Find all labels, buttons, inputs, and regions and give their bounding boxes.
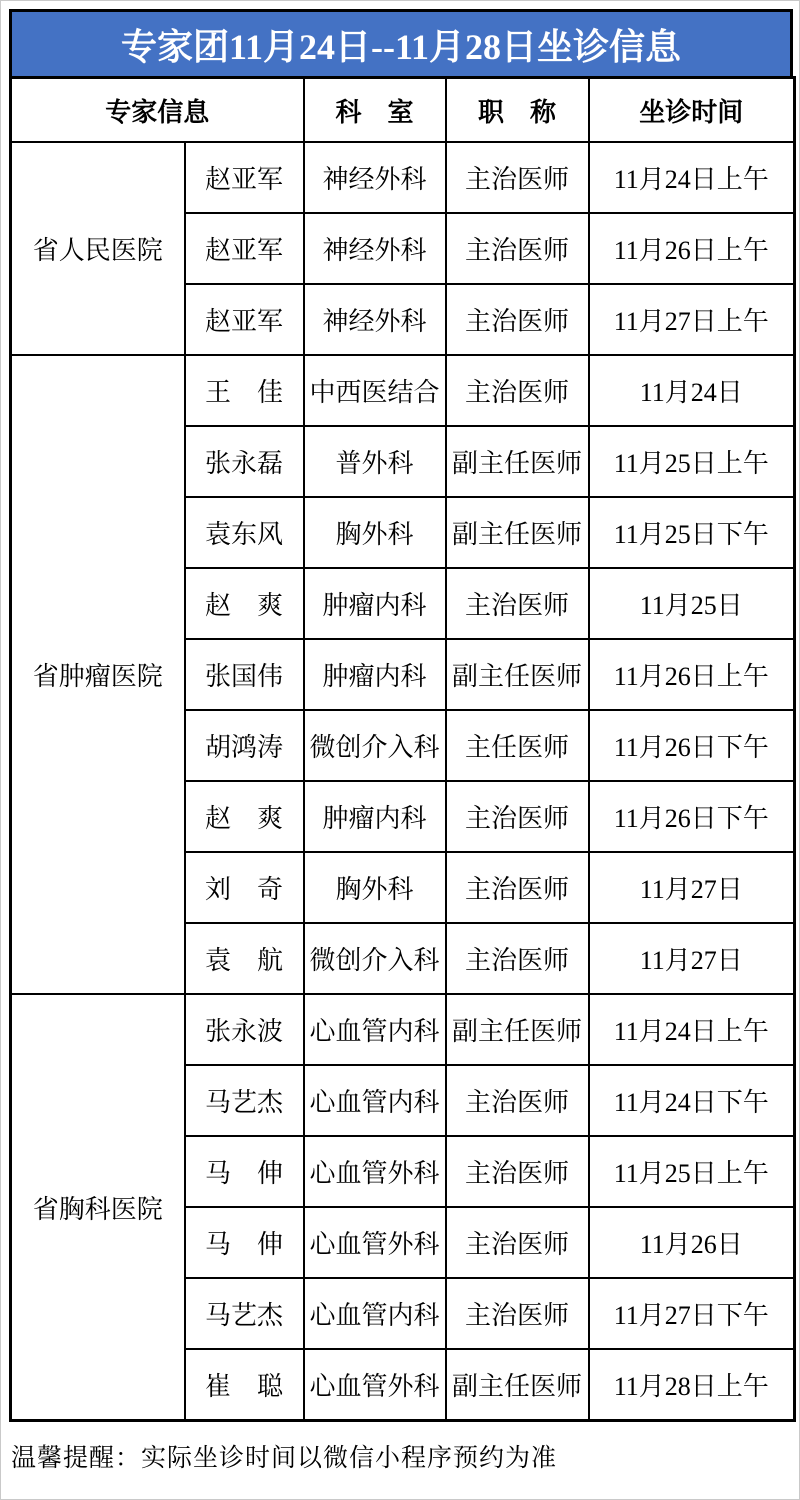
cell-expert-name: 马 伸	[185, 1207, 304, 1278]
page-title: 专家团11月24日--11月28日坐诊信息	[120, 26, 681, 67]
hospital-cell: 省肿瘤医院	[11, 355, 185, 994]
cell-schedule-time: 11月26日下午	[589, 781, 795, 852]
cell-expert-name: 崔 聪	[185, 1349, 304, 1421]
cell-expert-name: 马艺杰	[185, 1278, 304, 1349]
cell-job-title: 副主任医师	[446, 1349, 589, 1421]
cell-schedule-time: 11月25日下午	[589, 497, 795, 568]
cell-schedule-time: 11月24日上午	[589, 142, 795, 213]
cell-job-title: 主治医师	[446, 923, 589, 994]
cell-job-title: 主治医师	[446, 213, 589, 284]
cell-schedule-time: 11月26日下午	[589, 710, 795, 781]
cell-job-title: 副主任医师	[446, 639, 589, 710]
cell-department: 肿瘤内科	[304, 568, 446, 639]
cell-job-title: 主治医师	[446, 568, 589, 639]
cell-schedule-time: 11月26日上午	[589, 639, 795, 710]
cell-job-title: 主治医师	[446, 142, 589, 213]
table-row	[11, 142, 795, 213]
cell-expert-name: 张国伟	[185, 639, 304, 710]
cell-job-title: 主治医师	[446, 1136, 589, 1207]
cell-department: 心血管内科	[304, 1065, 446, 1136]
cell-schedule-time: 11月24日下午	[589, 1065, 795, 1136]
footer-reminder-note: 温馨提醒：实际坐诊时间以微信小程序预约为准	[11, 1445, 558, 1472]
cell-schedule-time: 11月25日上午	[589, 426, 795, 497]
cell-department: 胸外科	[304, 852, 446, 923]
cell-expert-name: 赵亚军	[185, 142, 304, 213]
cell-schedule-time: 11月26日	[589, 1207, 795, 1278]
cell-schedule-time: 11月27日	[589, 852, 795, 923]
cell-expert-name: 马 伸	[185, 1136, 304, 1207]
cell-expert-name: 刘 奇	[185, 852, 304, 923]
header-job-title: 职 称	[446, 78, 589, 143]
cell-expert-name: 赵 爽	[185, 568, 304, 639]
cell-department: 心血管外科	[304, 1136, 446, 1207]
table-row	[11, 355, 795, 426]
cell-department: 微创介入科	[304, 710, 446, 781]
table-header-row	[11, 78, 795, 143]
cell-expert-name: 张永磊	[185, 426, 304, 497]
cell-job-title: 主治医师	[446, 852, 589, 923]
cell-job-title: 副主任医师	[446, 426, 589, 497]
cell-department: 胸外科	[304, 497, 446, 568]
cell-expert-name: 王 佳	[185, 355, 304, 426]
cell-department: 心血管内科	[304, 994, 446, 1065]
cell-department: 心血管外科	[304, 1349, 446, 1421]
cell-department: 肿瘤内科	[304, 639, 446, 710]
cell-job-title: 主治医师	[446, 284, 589, 355]
cell-schedule-time: 11月27日上午	[589, 284, 795, 355]
cell-schedule-time: 11月26日上午	[589, 213, 795, 284]
cell-department: 中西医结合	[304, 355, 446, 426]
cell-schedule-time: 11月27日下午	[589, 1278, 795, 1349]
cell-job-title: 副主任医师	[446, 994, 589, 1065]
header-department: 科 室	[304, 78, 446, 143]
cell-schedule-time: 11月25日上午	[589, 1136, 795, 1207]
cell-expert-name: 袁 航	[185, 923, 304, 994]
cell-job-title: 主治医师	[446, 1065, 589, 1136]
cell-department: 心血管内科	[304, 1278, 446, 1349]
hospital-cell: 省胸科医院	[11, 994, 185, 1421]
cell-expert-name: 马艺杰	[185, 1065, 304, 1136]
consultation-schedule-table	[9, 76, 796, 1422]
cell-department: 神经外科	[304, 213, 446, 284]
table-row	[11, 994, 795, 1065]
cell-schedule-time: 11月24日	[589, 355, 795, 426]
cell-department: 微创介入科	[304, 923, 446, 994]
cell-job-title: 主治医师	[446, 1278, 589, 1349]
cell-department: 神经外科	[304, 142, 446, 213]
cell-schedule-time: 11月24日上午	[589, 994, 795, 1065]
schedule-title-bar	[9, 9, 793, 79]
cell-expert-name: 赵亚军	[185, 213, 304, 284]
cell-expert-name: 赵 爽	[185, 781, 304, 852]
cell-department: 神经外科	[304, 284, 446, 355]
header-schedule-time: 坐诊时间	[589, 78, 795, 143]
cell-expert-name: 赵亚军	[185, 284, 304, 355]
hospital-cell: 省人民医院	[11, 142, 185, 355]
cell-schedule-time: 11月25日	[589, 568, 795, 639]
header-expert-info: 专家信息	[11, 78, 304, 143]
cell-job-title: 副主任医师	[446, 497, 589, 568]
cell-job-title: 主治医师	[446, 355, 589, 426]
cell-schedule-time: 11月27日	[589, 923, 795, 994]
cell-schedule-time: 11月28日上午	[589, 1349, 795, 1421]
cell-job-title: 主治医师	[446, 781, 589, 852]
cell-expert-name: 胡鸿涛	[185, 710, 304, 781]
cell-job-title: 主任医师	[446, 710, 589, 781]
cell-department: 心血管外科	[304, 1207, 446, 1278]
cell-expert-name: 袁东风	[185, 497, 304, 568]
cell-department: 普外科	[304, 426, 446, 497]
cell-expert-name: 张永波	[185, 994, 304, 1065]
cell-job-title: 主治医师	[446, 1207, 589, 1278]
cell-department: 肿瘤内科	[304, 781, 446, 852]
